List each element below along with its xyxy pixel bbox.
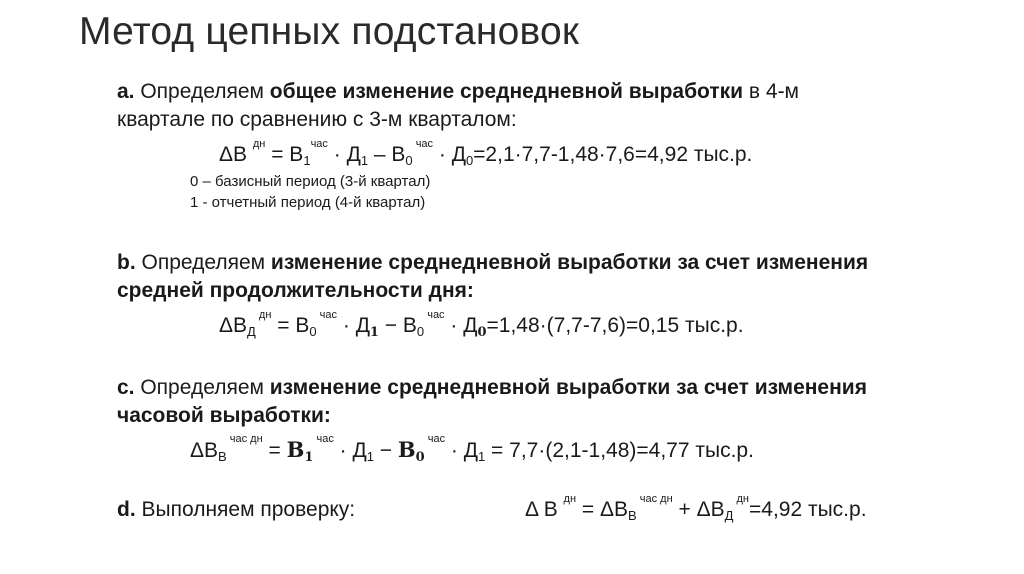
formula-part: − (373, 439, 398, 462)
formula-part: · (337, 314, 356, 337)
section-c-line2 (117, 403, 331, 429)
section-d-marker: d. (117, 498, 136, 521)
formula-part: В (218, 449, 227, 464)
formula-part: 0 (309, 324, 317, 339)
slide-title: Метод цепных подстановок (79, 10, 580, 53)
formula-part: 0 (416, 324, 425, 339)
formula-part: = (262, 439, 287, 462)
formula-part: = В (265, 143, 304, 166)
formula-part: В (286, 437, 305, 462)
formula-part: час (316, 309, 338, 321)
formula-part: = 7,7·(2,1-1,48)=4,77 тыс.р. (485, 439, 754, 462)
formula-part: · Д (333, 439, 367, 462)
section-c-formula (190, 433, 754, 465)
section-b-formula (219, 309, 744, 340)
formula-part: 0 (477, 325, 487, 340)
formula-part: изменение среднедневной выработки за счет изменения (269, 376, 867, 399)
formula-part: дн (252, 138, 266, 150)
formula-part: 0 (415, 450, 425, 465)
formula-part: В (397, 437, 416, 462)
formula-part: дн (563, 493, 577, 505)
formula-part: В (628, 508, 637, 523)
section-c-marker: c. (117, 376, 135, 399)
formula-part: Д (355, 314, 370, 337)
formula-part: час (313, 433, 334, 445)
formula-part: =1,48·(7,7-7,6)=0,15 тыс.р. (486, 314, 744, 337)
formula-part: Д (463, 314, 478, 337)
formula-part: час дн (636, 493, 673, 505)
formula-part: изменение среднедневной выработки за счет изменения (270, 251, 869, 274)
formula-part: ΔВ (219, 314, 248, 337)
formula-part: =4,92 тыс.р. (749, 498, 867, 521)
formula-part: Δ В (525, 498, 564, 521)
formula-part: Выполняем проверку: (135, 498, 356, 521)
section-c-heading (117, 375, 867, 401)
formula-part: 1 (369, 325, 379, 340)
formula-part: в 4-м (743, 80, 799, 103)
formula-part: =2,1·7,7-1,48·7,6=4,92 тыс.р. (473, 143, 753, 166)
formula-part: = ΔВ (576, 498, 629, 521)
formula-part: Определяем (134, 80, 270, 103)
formula-part: час (424, 309, 445, 321)
section-d-formula (525, 493, 867, 523)
formula-part: Д (247, 324, 256, 339)
formula-part: час дн (226, 433, 263, 445)
formula-part: ΔВ (219, 143, 253, 166)
formula-part: час (310, 138, 328, 150)
formula-part: Определяем (134, 376, 270, 399)
section-d-heading (117, 497, 355, 523)
formula-part: час (412, 138, 434, 150)
formula-part: Определяем (135, 251, 271, 274)
section-b-heading (117, 250, 868, 276)
formula-part: = В (271, 314, 310, 337)
section-a-heading (117, 79, 799, 105)
formula-part: часовой выработки: (117, 404, 331, 427)
formula-part: 1 (304, 450, 314, 465)
section-a-emphasis: общее изменение среднедневной выработки (269, 80, 744, 103)
formula-part: Д (724, 508, 734, 523)
formula-part: 1 (477, 449, 486, 464)
section-a-marker: a. (117, 80, 135, 103)
formula-part: – В (368, 143, 406, 166)
section-b-marker: b. (117, 251, 136, 274)
formula-part: 1 (360, 153, 369, 168)
formula-part: дн (733, 493, 749, 505)
formula-part: · Д (445, 439, 478, 462)
section-a-note-report: 1 - отчетный период (4-й квартал) (190, 194, 426, 211)
section-b-line2 (117, 278, 474, 304)
formula-part: · Д (433, 143, 466, 166)
formula-part: 0 (405, 153, 413, 168)
formula-part: час (424, 433, 446, 445)
formula-part: ΔВ (190, 439, 219, 462)
formula-part: · (444, 314, 464, 337)
formula-part: 1 (366, 449, 374, 464)
section-a-formula (219, 138, 753, 168)
formula-part: дн (255, 309, 272, 321)
formula-part: 1 (303, 153, 311, 168)
formula-part: средней продолжительности дня: (117, 279, 474, 302)
section-a-note-base: 0 – базисный период (3-й квартал) (190, 173, 431, 190)
formula-part: 0 (465, 153, 474, 168)
formula-part: − В (378, 314, 417, 337)
formula-part: · Д (327, 143, 361, 166)
formula-part: + ΔВ (672, 498, 725, 521)
section-a-line2: квартале по сравнению с 3-м кварталом: (117, 108, 517, 131)
